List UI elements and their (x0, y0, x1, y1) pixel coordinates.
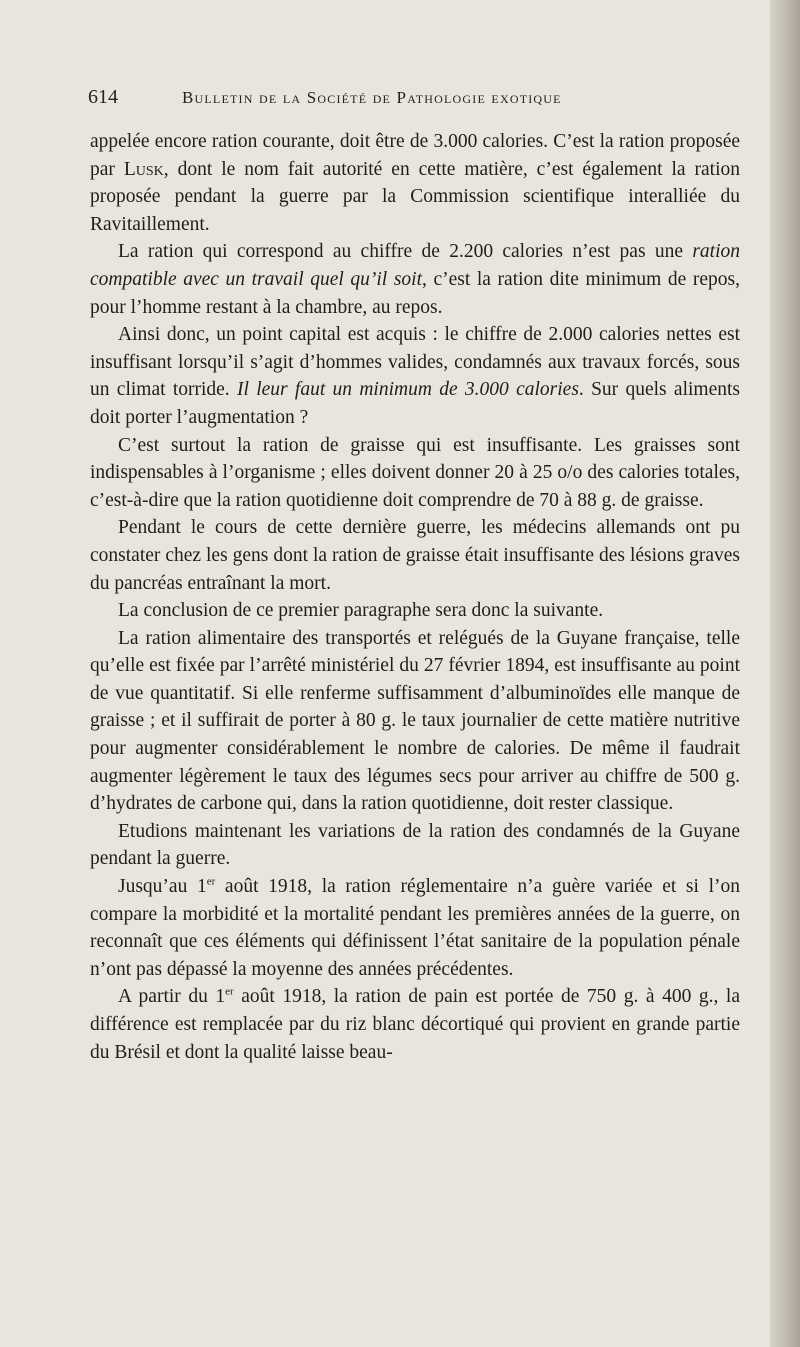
text-run: Ainsi donc, un point capital est acquis : le chiffre de 2.000 calories nettes est insuffisant lorsqu’il s’agit d’hommes valides, condamnés aux travaux forcés, sous un climat torride. (90, 324, 740, 401)
page-edge (770, 0, 800, 1347)
paragraph (90, 873, 740, 983)
paragraph (90, 238, 740, 321)
author-name: Lusk (123, 158, 164, 180)
paragraph (90, 321, 740, 431)
paragraph (90, 128, 740, 238)
text-run: Jusqu’au 1 (118, 876, 207, 898)
text-run: août 1918, la ration réglementaire n’a guère variée et si l’on compare la morbidité et la mortalité pendant les premières années de la guerre, on reconnaît que ces éléments qui définissent l’état sanitaire de la population pénale n’ont pas dépassé la moyenne des années précédentes. (90, 876, 740, 980)
text-run: La conclusion de ce premier paragraphe sera donc la suivante. (118, 600, 604, 622)
text-run: La ration alimentaire des transportés et relégués de la Guyane française, telle qu’elle est fixée par l’arrêté ministériel du 27 février 1894, est insuffisante au point de vue quantitatif. Si elle renferme suffisamment d’albuminoïdes elle manque de graisse ; et il suffirait de porter à 80 g. le taux journalier de cette matière nutritive pour augmenter considérablement le nombre de calories. De même il faudrait augmenter légèrement le taux des légumes secs pour arriver au chiffre de 500 g. d’hydrates de carbone qui, dans la ration quotidienne, doit rester classique. (90, 627, 740, 815)
text-run: C’est surtout la ration de graisse qui est insuffisante. Les graisses sont indispensables à l’organisme ; elles doivent donner 20 à 25 o/o des calories totales, c’est-à-dire que la ration quotidienne doit comprendre de 70 à 88 g. de graisse. (90, 434, 740, 511)
paragraph (90, 625, 740, 818)
page-header (88, 86, 748, 116)
italic-text: ration compatible avec un travail quel qu’il soit (90, 241, 740, 290)
superscript: er (206, 875, 216, 888)
body-text (90, 128, 740, 1066)
text-run: . Sur quels aliments doit porter l’augmentation ? (90, 379, 740, 428)
italic-text: Il leur faut un minimum de 3.000 calories (236, 379, 579, 401)
page-number: 614 (88, 86, 118, 108)
text-run: A partir du 1 (118, 986, 226, 1008)
text-run: Pendant le cours de cette dernière guerre, les médecins allemands ont pu constater chez les gens dont la ration de graisse était insuffisante des lésions graves du pancréas entraînant la mort. (90, 517, 740, 594)
text-run: Etudions maintenant les variations de la ration des condamnés de la Guyane pendant la guerre. (90, 820, 740, 870)
running-title: Bulletin de la Société de Pathologie exotique (182, 88, 562, 107)
text-run: août 1918, la ration de pain est portée de 750 g. à 400 g., la différence est remplacée par du riz blanc décortiqué qui provient en grande partie du Brésil et dont la qualité laisse beau- (90, 986, 740, 1063)
paragraph (90, 818, 740, 873)
text-run: , dont le nom fait autorité en cette matière, c’est également la ration proposée pendant la guerre par la Commission scientifique interalliée du Ravitaillement. (90, 158, 741, 235)
text-run: appelée encore ration courante, doit être de 3.000 calories. C’est la ration proposée par (90, 131, 740, 180)
paragraph (90, 983, 740, 1066)
superscript: er (225, 985, 234, 998)
paragraph (90, 514, 740, 597)
paragraph (90, 432, 740, 515)
paragraph (90, 597, 740, 625)
text-run: La ration qui correspond au chiffre de 2.200 calories n’est pas une (118, 241, 693, 263)
text-run: , c’est la ration dite minimum de repos, pour l’homme restant à la chambre, au repos. (90, 268, 740, 318)
